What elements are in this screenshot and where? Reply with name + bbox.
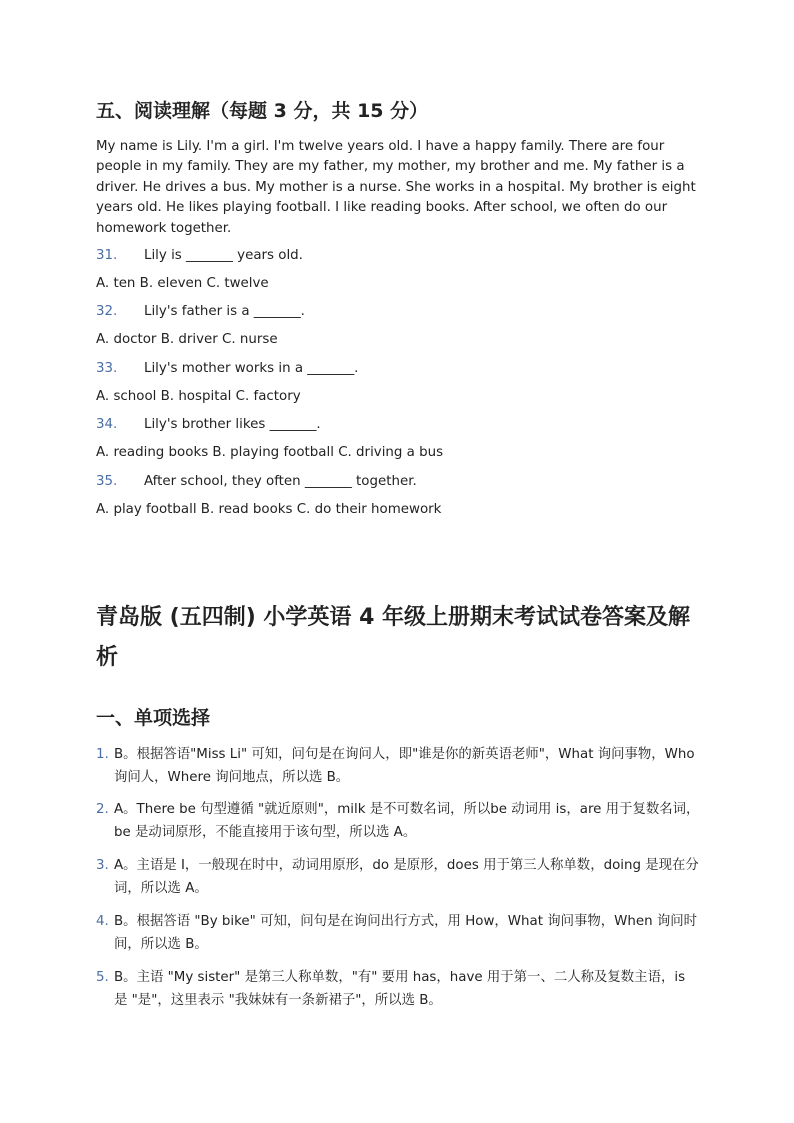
reading-passage: My name is Lily. I'm a girl. I'm twelve years old. I have a happy family. There are four people in my family. They are my father, my mother, my brother and me. My father is a driver. He drives a bus. My mother is a nurse. She works in a hospital. My brother is eight years old. He likes playing football. I like reading books. After school, we often do our homework together. [96, 139, 696, 236]
answers-title: 青岛版 (五四制) 小学英语 4 年级上册期末考试试卷答案及解析 [96, 605, 691, 670]
question-32 [96, 304, 305, 319]
answer-item-1 [96, 743, 700, 789]
question-33 [96, 361, 358, 376]
answers-section-heading: 一、单项选择 [96, 707, 211, 729]
question-text: Lily's mother works in a _______. [144, 361, 359, 376]
question-text: After school, they often _______ together. [144, 474, 417, 489]
question-number: 34. [96, 417, 118, 432]
answer-item-5 [96, 966, 700, 1012]
answer-number: 2. [96, 802, 109, 817]
answer-item-4 [96, 910, 700, 956]
question-text: Lily's father is a _______. [144, 304, 305, 319]
answer-number: 5. [96, 970, 109, 985]
answer-number: 1. [96, 747, 109, 762]
answer-text: B。根据答语 "By bike" 可知，问句是在询问出行方式，用 How，What 询问事物，When 询问时间，所以选 B。 [114, 914, 698, 952]
question-number: 32. [96, 304, 118, 319]
answer-number: 3. [96, 858, 109, 873]
answer-item-2 [96, 798, 700, 844]
question-32-options: A. doctor B. driver C. nurse [96, 332, 278, 347]
answer-text: B。根据答语"Miss Li" 可知，问句是在询问人，即"谁是你的新英语老师"，What 询问事物，Who 询问人，Where 询问地点，所以选 B。 [114, 747, 695, 785]
question-number: 31. [96, 248, 118, 263]
answer-text: A。主语是 I，一般现在时中，动词用原形，do 是原形，does 用于第三人称单数，doing 是现在分词，所以选 A。 [114, 858, 699, 896]
reading-section-heading: 五、阅读理解（每题 3 分，共 15 分） [96, 100, 429, 122]
question-31-options: A. ten B. eleven C. twelve [96, 276, 269, 291]
question-35 [96, 474, 417, 489]
question-text: Lily's brother likes _______. [144, 417, 321, 432]
question-35-options: A. play football B. read books C. do their homework [96, 502, 442, 517]
question-text: Lily is _______ years old. [144, 248, 303, 263]
answer-item-3 [96, 854, 700, 900]
question-number: 33. [96, 361, 118, 376]
answer-text: B。主语 "My sister" 是第三人称单数，"有" 要用 has，have 用于第一、二人称及复数主语，is 是 "是"，这里表示 "我妹妹有一条新裙子"，所以选 B。 [114, 970, 686, 1008]
question-34 [96, 417, 321, 432]
answer-number: 4. [96, 914, 109, 929]
question-34-options: A. reading books B. playing football C. driving a bus [96, 445, 444, 460]
answer-text: A。There be 句型遵循 "就近原则"，milk 是不可数名词，所以be 动词用 is，are 用于复数名词，be 是动词原形，不能直接用于该句型，所以选 A。 [114, 802, 700, 840]
question-33-options: A. school B. hospital C. factory [96, 389, 301, 404]
question-31 [96, 248, 303, 263]
question-number: 35. [96, 474, 118, 489]
